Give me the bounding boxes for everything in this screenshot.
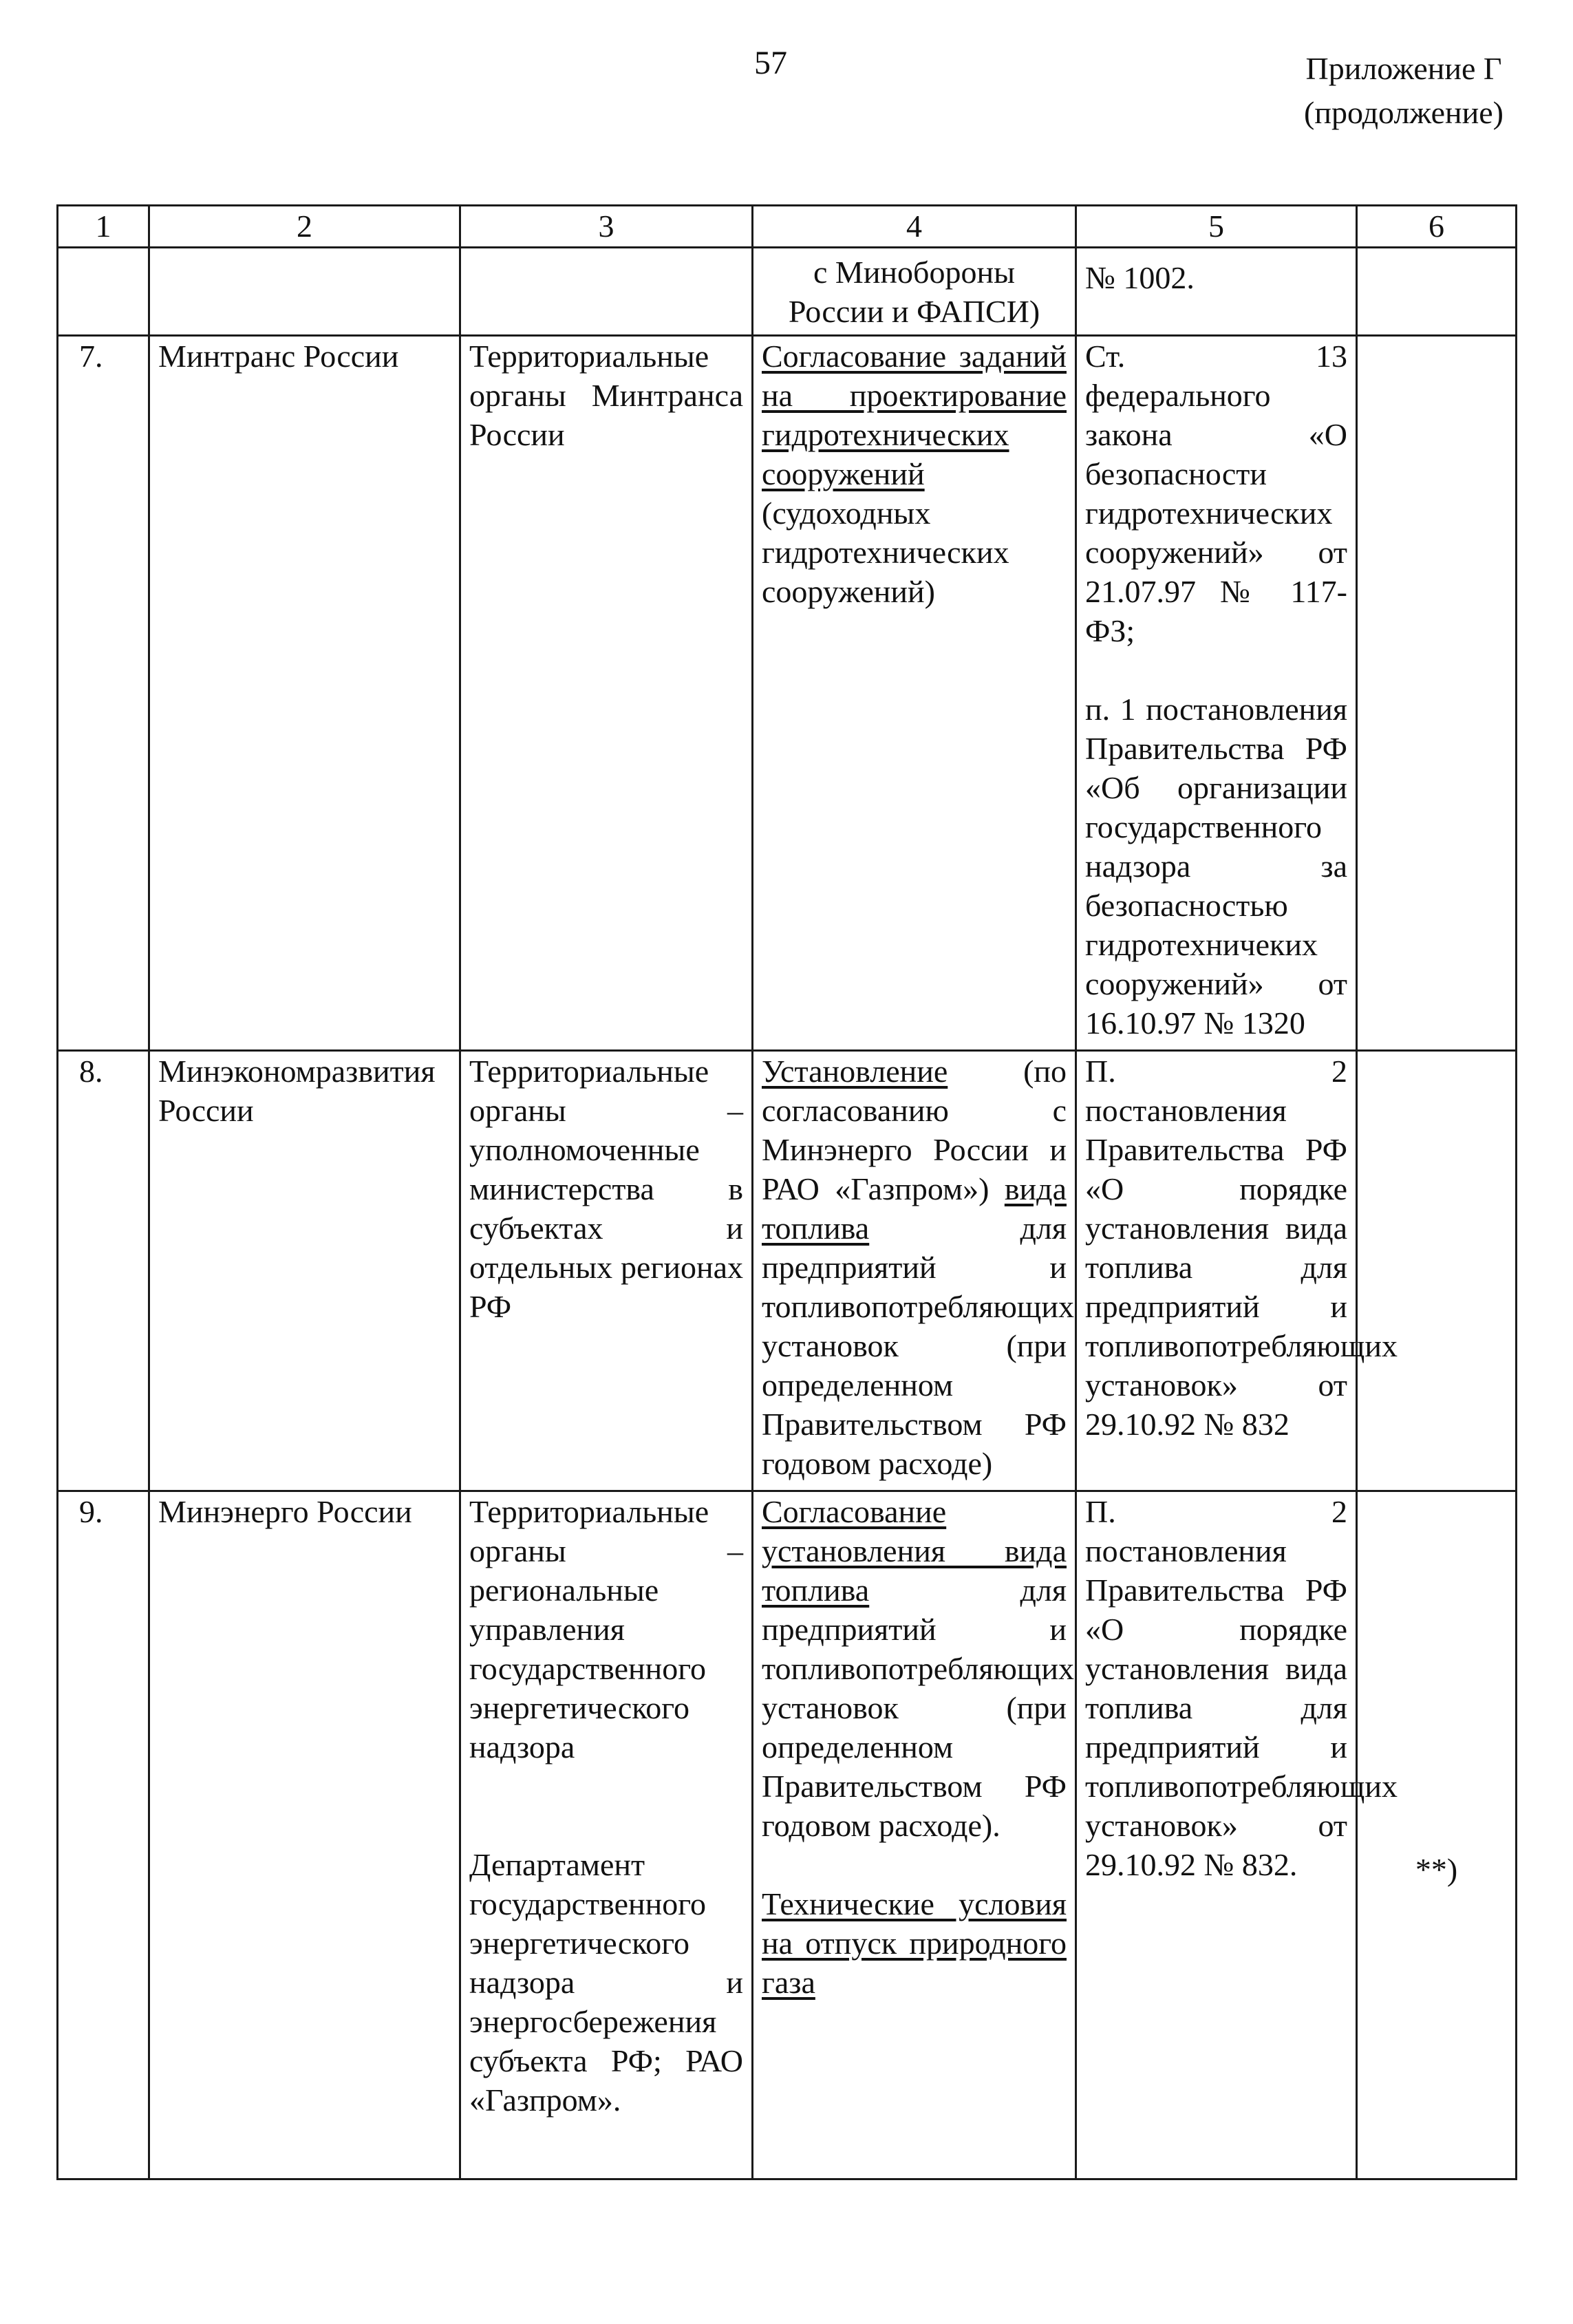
cell-ministry: Минтранс России <box>149 336 460 1051</box>
column-number: 4 <box>753 206 1076 248</box>
column-number: 6 <box>1357 206 1517 248</box>
column-number: 1 <box>58 206 149 248</box>
cell-note <box>1357 336 1517 1051</box>
action-gap <box>762 1845 1067 1884</box>
column-number: 2 <box>149 206 460 248</box>
authority-regional: Территориальные органы – региональные управления государственного энергетического надзора <box>469 1494 743 1765</box>
action-gas-conditions: Технические условия на отпуск природного газа <box>762 1886 1067 2000</box>
row-number: 8. <box>58 1051 149 1491</box>
appendix-continuation: (продолжение) <box>1304 95 1504 130</box>
table-row-continuation <box>58 248 1517 336</box>
action-underlined: Согласование установления вида топлива <box>762 1494 1067 1608</box>
cell-empty <box>149 248 460 336</box>
basis-federal-law: Ст. 13 федерального закона «О безопасности гидротехнических сооружений» от 21.07.97 № 117-ФЗ; <box>1085 339 1347 648</box>
action-text: (судоходных гидротехнических сооружений) <box>762 495 1009 609</box>
cell-action <box>753 1491 1076 2179</box>
action-underlined: вида топлива <box>762 1171 1067 1246</box>
page-number: 57 <box>754 45 787 81</box>
cell-action: с Минобороны России и ФАПСИ) <box>753 248 1076 336</box>
action-underlined: Согласование заданий на проектирование гидротехнических сооружений <box>762 339 1067 491</box>
cell-note: **) <box>1357 1491 1517 2179</box>
row-number: 7. <box>58 336 149 1051</box>
table-row-9 <box>58 1491 1517 2179</box>
cell-empty <box>1357 248 1517 336</box>
column-number: 3 <box>460 206 753 248</box>
basis-gap <box>1085 650 1347 690</box>
row-number: 9. <box>58 1491 149 2179</box>
cell-action <box>753 1051 1076 1491</box>
cell-empty <box>460 248 753 336</box>
cell-ministry: Минэкономразвития России <box>149 1051 460 1491</box>
cell-basis: П. 2 постановления Правительства РФ «О порядке установления вида топлива для предприятий и топливопотребляющих установок» от 29.10.92 № 832 <box>1076 1051 1357 1491</box>
appendix-heading <box>1184 47 1528 135</box>
cell-authority <box>460 1491 753 2179</box>
column-number-row <box>58 206 1517 248</box>
column-number: 5 <box>1076 206 1357 248</box>
authority-gap <box>469 1767 743 1845</box>
cell-basis: № 1002. <box>1076 248 1357 336</box>
authority-department: Департамент государственного энергетического надзора и энергосбережения субъекта РФ; РАО «Газпром». <box>469 1847 743 2118</box>
appendix-title: Приложение Г <box>1305 51 1502 86</box>
cell-action <box>753 336 1076 1051</box>
action-text: для предприятий и топливопотребляющих установок (при определенном Правительством РФ годовом расходе). <box>762 1573 1074 1843</box>
cell-authority: Территориальные органы Минтранса России <box>460 336 753 1051</box>
cell-basis <box>1076 336 1357 1051</box>
cell-ministry: Минэнерго России <box>149 1491 460 2179</box>
action-text: (по согласованию с Минэнерго России и РАО «Газпром») <box>762 1054 1067 1206</box>
basis-resolution: п. 1 постановления Правительства РФ «Об организации государственного надзора за безопасностью гидротехничеких сооружений» от 16.10.97 № 1320 <box>1085 692 1347 1041</box>
cell-authority: Территориальные органы – уполномоченные министерства в субъектах и отдельных регионах РФ <box>460 1051 753 1491</box>
cell-note <box>1357 1051 1517 1491</box>
action-text: для предприятий и топливопотребляющих установок (при определенном Правительством РФ годовом расходе) <box>762 1211 1074 1481</box>
cell-empty <box>58 248 149 336</box>
table-row-8 <box>58 1051 1517 1491</box>
regulatory-table <box>56 204 1517 2180</box>
action-underlined: Установление <box>762 1054 948 1089</box>
cell-basis: П. 2 постановления Правительства РФ «О порядке установления вида топлива для предприятий и топливопотребляющих установок» от 29.10.92 № 832. <box>1076 1491 1357 2179</box>
table-row-7 <box>58 336 1517 1051</box>
